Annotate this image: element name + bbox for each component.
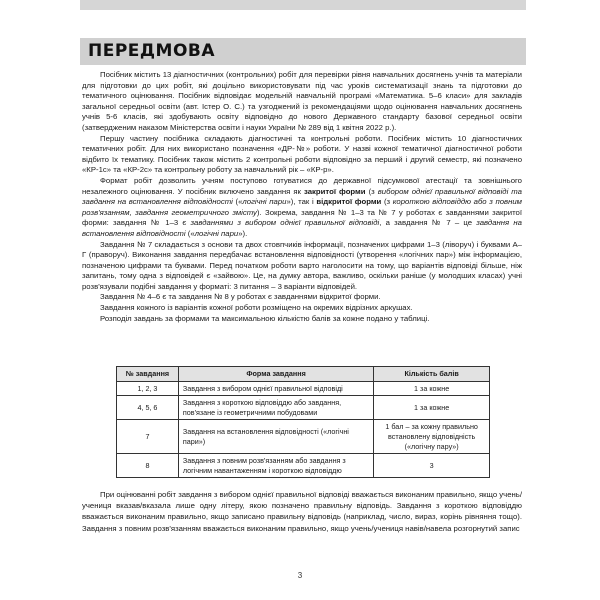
- top-decor-tab: [80, 0, 526, 10]
- table-row: [117, 420, 490, 454]
- preface-body: [82, 70, 522, 324]
- paragraph-5: Завдання № 4–6 є та завдання № 8 у роботах є завданнями відкритої форми.: [100, 292, 381, 302]
- page-title: ПЕРЕДМОВА: [88, 41, 216, 61]
- cell-task-form: Завдання з вибором однієї правильної відповіді: [178, 381, 373, 396]
- p3-bold-closed-form: закритої форми: [303, 186, 366, 196]
- paragraph-7: Розподіл завдань за формами та максимальною кількістю балів за кожне подано у таблиці.: [100, 313, 430, 323]
- page-number: 3: [297, 571, 303, 580]
- cell-task-form: Завдання з повним розв'язанням або завдання з логічним навантаженням і короткою відповіддю: [178, 454, 373, 478]
- header-points: Кількість балів: [374, 367, 490, 382]
- p3-text: Формат робіт дозволить учням поступово готуватися до державної підсумкової атестації та зовнішнього незалежного оцінювання. У посібник включено завдання як: [82, 175, 522, 196]
- header-task-form: Форма завдання: [178, 367, 373, 382]
- table-row: [117, 396, 490, 420]
- p3-text: ). Зокрема, завдання № 1–3 та № 7 у роботах є завданнями закритої форми: завдання № 1–3 є: [82, 207, 522, 228]
- p3-text: »), так і: [286, 197, 317, 207]
- paragraph-3: [82, 176, 522, 240]
- section-header: [80, 38, 526, 65]
- p3-text: («: [232, 197, 243, 207]
- p3-text: »).: [238, 228, 248, 238]
- cell-points: 1 бал – за кожну правильно встановлену відповідність («логічну пару»): [374, 420, 490, 454]
- p3-text: , а завдання № 7 – це: [379, 218, 477, 228]
- cell-task-form: Завдання з короткою відповіддю або завдання, пов'язане із геометричними побудовами: [178, 396, 373, 420]
- cell-task-number: 1, 2, 3: [117, 381, 179, 396]
- p3-text: («: [185, 228, 195, 238]
- cell-task-number: 8: [117, 454, 179, 478]
- p3-text: (з: [381, 197, 393, 207]
- assessment-table: [116, 366, 490, 478]
- table-header-row: [117, 367, 490, 382]
- assessment-rules: [82, 489, 522, 534]
- p3-italic: логічні пари: [194, 228, 239, 238]
- cell-task-form: Завдання на встановлення відповідності («логічні пари»): [178, 420, 373, 454]
- paragraph-4: Завдання № 7 складається з основи та двох стовпчиків інформації, позначених цифрами 1–3 (ліворуч) і буквами А–Г (праворуч). Виконання завдання передбачає встановлення відповідності (утворення «логічних пар») між інформацією, позначеною цифрами та буквами. Перед початком роботи варто наголосити на тому, що варіантів відповіді більше, ніж запитань, тому одна з відповідей є «зайвою». Це, на думку автора, важливо, оскільки раніше (у молодших класах) учні розв'язували подібні завдання у форматі: 3 питання – 3 варіанти відповідей.: [82, 239, 522, 291]
- cell-points: 3: [374, 454, 490, 478]
- cell-task-number: 4, 5, 6: [117, 396, 179, 420]
- p3-italic: завданнями з вибором однієї правильної відповіді: [190, 218, 380, 228]
- cell-points: 1 за кожне: [374, 381, 490, 396]
- p3-italic: логічні пари: [242, 197, 287, 207]
- p3-italic: вибором однієї правильної відповіді та завдання на встановлення відповідності: [82, 186, 522, 207]
- p3-italic: завдання на встановлення відповідності: [82, 218, 522, 238]
- table-row: [117, 454, 490, 478]
- cell-points: 1 за кожне: [374, 396, 490, 420]
- header-task-number: № завдання: [117, 367, 179, 382]
- paragraph-8: При оцінюванні робіт завдання з вибором однієї правильної відповіді вважається виконаним правильно, якщо учень/учениця вказав/вказала лише одну літеру, якою позначено правильну відповідь. Завдання з короткою відповіддю вважається виконаним правильно, якщо записано правильну відповідь (наприклад, число, вираз, корінь рівняння тощо). Завдання з повним розв'язанням вважається виконаним правильно, якщо учень/учениця навів/навела розгорнутий запис: [82, 490, 522, 533]
- p3-italic: короткою відповіддю або з повним розв'язанням, завдання геометричного змісту: [82, 197, 522, 217]
- p3-bold-open-form: відкритої форми: [316, 197, 382, 207]
- paragraph-2: Першу частину посібника складають діагностичні та контрольні роботи. Посібник містить 10 діагностичних тематичних робіт. Для них використано позначення «ДР-№» роботи. У назві кожної тематичної діагностичної роботи відбито їх тематику. Посібник також містить 2 контрольні роботи відповідно за перший і другий семестр, які позначено «КР-1с» та «КР-2с» та контрольну роботу за навчальний рік – «КР-р».: [82, 133, 522, 175]
- p3-text: (з: [365, 186, 378, 196]
- paragraph-6: Завдання кожного із варіантів кожної роботи розміщено на окремих відрізних аркушах.: [100, 303, 413, 313]
- table-row: [117, 381, 490, 396]
- cell-task-number: 7: [117, 420, 179, 454]
- paragraph-1: Посібник містить 13 діагностичних (контрольних) робіт для перевірки рівня навчальних досягнень учнів та матеріали для підготовки до цих робіт, які доцільно використовувати під час уроків систематизації знань та підготовки до тематичного оцінювання. Посібник відповідає модельній навчальній програмі «Математика. 5–6 класи» для закладів загальної середньої освіти (авт. Істер О. С.) та узгоджений із рекомендаціями щодо оцінювання навчальних досягнень учнів 5-6 класів, які здобувають освіту відповідно до нового Державного стандарту базової середньої освіти (затвердженим наказом Міністерства освіти і науки України № 289 від 1 квітня 2022 р.).: [82, 70, 522, 132]
